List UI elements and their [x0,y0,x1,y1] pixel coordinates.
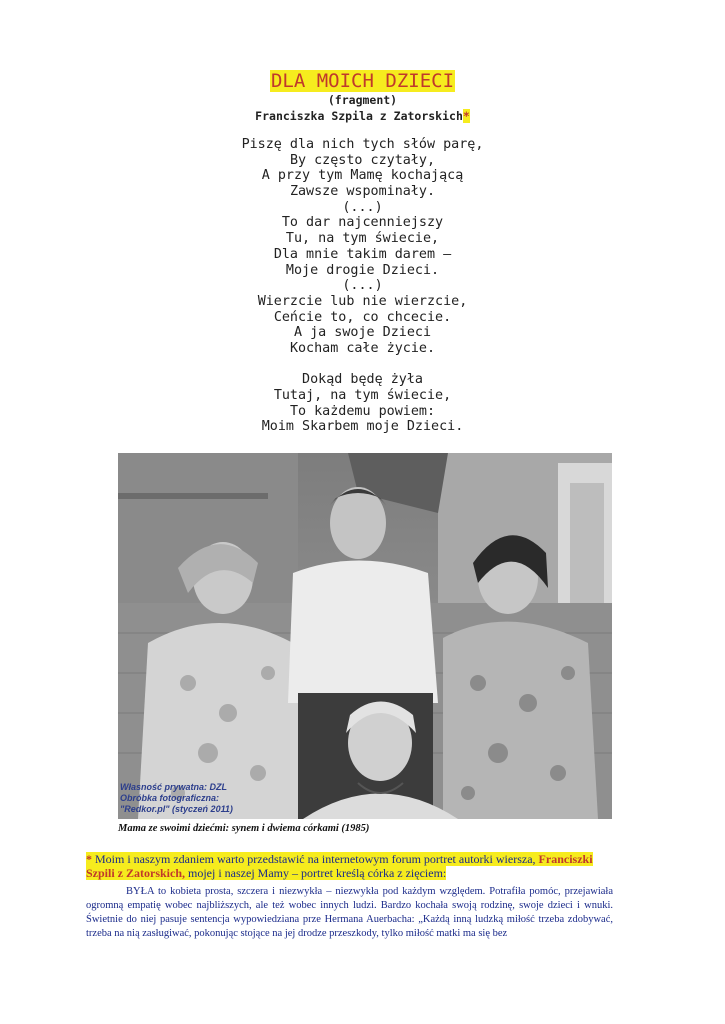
poem-line: (...) [342,278,383,294]
photo-illustration [118,453,612,819]
poem-line: Wierzcie lub nie wierzcie, [257,293,468,309]
intro-highlight [86,852,593,880]
poem-line: (...) [342,199,383,215]
poem-line: Dla mnie takim darem – [273,246,452,262]
body-text: BYŁA to kobieta prosta, szczera i niezwykła – niezwykła pod każdym względem. Potrafiła pomóc, przejawiała ogromną empatię wobec najbliższych, ale też wobec innych ludzi. Bardzo kochała swoją rodzinę, swoje dzieci i wnuki. Świetnie do niej pasuje sentencja wypowiedziana prze Hermana Auerbacha: „Każdą inną ludzką miłość trzeba zdobywać, trzeba na nią zasługiwać, pokonując stojące na jej drodze przeszkody, tylko miłość matki ma się bez [86,886,613,939]
author-name: Franciszka Szpila z Zatorskich [255,109,463,123]
photo-caption: Mama ze swoimi dziećmi: synem i dwiema córkami (1985) [118,823,370,834]
photo-copyright [120,782,233,815]
poem-line: Dokąd będę żyła [302,372,423,388]
intro-paragraph [86,852,613,880]
family-photo [118,453,612,819]
intro-name: Franciszki Szpili z Zatorskich, [86,852,593,880]
poem-title-text: DLA MOICH DZIECI [270,70,455,92]
poem-line: A przy tym Mamę kochającą [261,168,464,184]
poem-line: Tutaj, na tym świecie, [273,388,452,403]
copyright-line: Własność prywatna: DZL [120,782,228,792]
stanza-gap [0,357,725,373]
poem-line: Moje drogie Dzieci. [285,262,440,278]
poem-line: Ceńcie to, co chcecie. [273,309,452,325]
poem-line: Kocham całe życie. [289,340,436,356]
poem-line: To każdemu powiem: [289,403,436,419]
poem-line: Tu, na tym świecie, [285,231,440,247]
footnote-star[interactable]: * [462,109,470,123]
poem-line: Zawsze wspominały. [289,184,436,200]
poem-line: Moim Skarbem moje Dzieci. [261,419,464,435]
poem-subtitle: (fragment) [327,93,398,107]
poem-title [0,70,725,92]
poem-line: To dar najcenniejszy [281,215,444,231]
body-paragraph [86,885,613,941]
poem-body [0,137,725,435]
intro-star: * [86,852,92,866]
poem-line: By często czytały, [289,152,436,168]
poem-line: Piszę dla nich tych słów parę, [241,137,484,152]
intro-text-before: Moim i naszym zdaniem warto przedstawić na internetowym forum portret autorki wiersza, [92,852,539,866]
intro-text-after: mojej i naszej Mamy – portret kreślą córka z zięciem: [185,866,447,880]
copyright-line: Obróbka fotograficzna: [120,793,220,803]
poem-line: A ja swoje Dzieci [293,325,432,341]
copyright-line: "Redkor.pl" (styczeń 2011) [120,804,233,814]
poem-author [0,109,725,123]
